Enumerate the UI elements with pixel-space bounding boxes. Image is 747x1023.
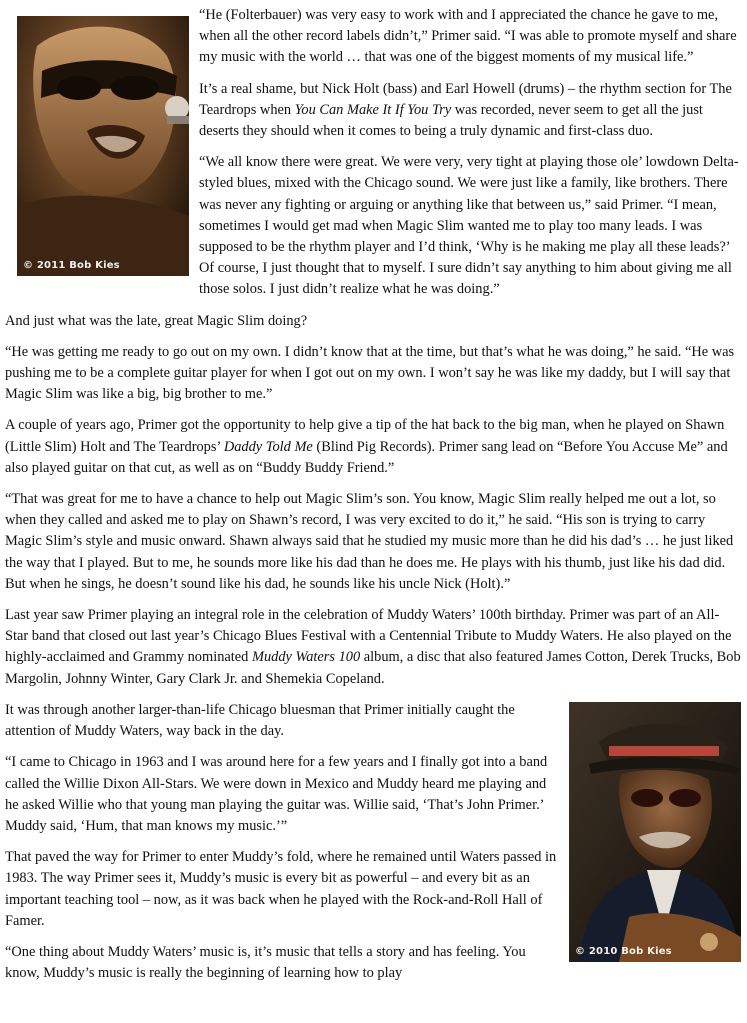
paragraph: Last year saw Primer playing an integral role in the celebration of Muddy Waters’ 100th birthday. Primer was part of an All-Star band that closed out last year’s Chicago Blues Festival with a Centennial Tribute to Muddy Waters. He also played on the highly-acclaimed and Grammy nominated Muddy Waters 100 album, a disc that also featured James Cotton, Derek Trucks, Bob Margolin, Johnny Winter, Gary Clark Jr. and Shemekia Copeland.	[5, 607, 741, 687]
album-title: Muddy Waters 100	[251, 649, 361, 666]
singer-photo	[17, 16, 189, 276]
article-body	[5, 5, 741, 994]
paragraph: “He was getting me ready to go out on my own. I didn’t know that at the time, but that’s what he was doing,” he said. “He was pushing me to be a complete guitar player for when I got out on my own. I won’t say he was like my daddy, but I will say that Magic Slim was like a big, big brother to me.”	[5, 343, 735, 403]
singer-photo-image	[17, 16, 189, 276]
paragraph: That paved the way for Primer to enter Muddy’s fold, where he remained until Waters passed in 1983. The way Primer sees it, Muddy’s music is every bit as powerful – and every bit as an important teaching tool – now, as it was back when he played with the Rock-and-Roll Hall of Famer.	[5, 849, 557, 929]
paragraph: And just what was the late, great Magic Slim doing?	[5, 312, 308, 329]
album-title: You Can Make It If You Try	[294, 101, 452, 118]
guitarist-photo-image	[569, 702, 741, 962]
paragraph: “He (Folterbauer) was very easy to work with and I appreciated the chance he gave to me, when all the other record labels didn’t,” Primer said. “I was able to promote myself and share my music with the world … that was one of the biggest moments of my musical life.”	[199, 7, 737, 66]
paragraph: A couple of years ago, Primer got the opportunity to help give a tip of the hat back to the big man, when he played on Shawn (Little Slim) Holt and The Teardrops’ Daddy Told Me (Blind Pig Records). Primer sang lead on “Before You Accuse Me” and also played guitar on that cut, as well as on “Buddy Buddy Friend.”	[5, 417, 728, 476]
paragraph: It’s a real shame, but Nick Holt (bass) and Earl Howell (drums) – the rhythm section for The Teardrops when You Can Make It If You Try was recorded, never seem to get all the just deserts they should when it comes to being a truly dynamic and first-class duo.	[199, 80, 732, 140]
guitarist-photo	[569, 702, 741, 962]
photo-credit: © 2010 Bob Kies	[575, 945, 672, 957]
paragraph: “I came to Chicago in 1963 and I was around here for a few years and I finally got into a band called the Willie Dixon All-Stars. We were down in Mexico and Muddy heard me playing and he asked Willie who that young man playing the guitar was. Willie said, ‘That’s John Primer.’ Muddy said, ‘Hum, that man knows my music.’”	[5, 754, 548, 834]
paragraph: “We all know there were great. We were very, very tight at playing those ole’ lowdown Delta-styled blues, mixed with the Chicago sound. We were just like a family, like brothers. There was never any fighting or arguing or anything like that between us,” said Primer. “I mean, sometimes I would get mad when Magic Slim wanted me to play too many leads. I was supposed to be the rhythm player and I’d think, ‘Why is he making me play all these leads?’ Of course, I just thought that to myself. I sure didn’t say anything to him about giving me all those solos. I just didn’t realize what he was doing.”	[199, 154, 739, 298]
paragraph: It was through another larger-than-life Chicago bluesman that Primer initially caught the attention of Muddy Waters, way back in the day.	[5, 701, 515, 740]
photo-credit: © 2011 Bob Kies	[23, 260, 120, 271]
album-title: Daddy Told Me	[223, 438, 313, 455]
paragraph: “One thing about Muddy Waters’ music is, it’s music that tells a story and has feeling. You know, Muddy’s music is really the beginning of learning how to play	[5, 943, 526, 982]
paragraph: “That was great for me to have a chance to help out Magic Slim’s son. You know, Magic Slim really helped me out a lot, so when they called and asked me to play on Shawn’s record, I was very excited to do it,” he said. “His son is trying to carry Magic Slim’s style and music onward. Shawn always said that he studied my music more than he did his dad’s … he just liked the way that I played. But to me, he sounds more like his dad than he does me. He plays with his thumb, just like his dad did. But when he sings, he doesn’t sound like his dad, he sounds like his uncle Nick (Holt).”	[5, 491, 734, 592]
